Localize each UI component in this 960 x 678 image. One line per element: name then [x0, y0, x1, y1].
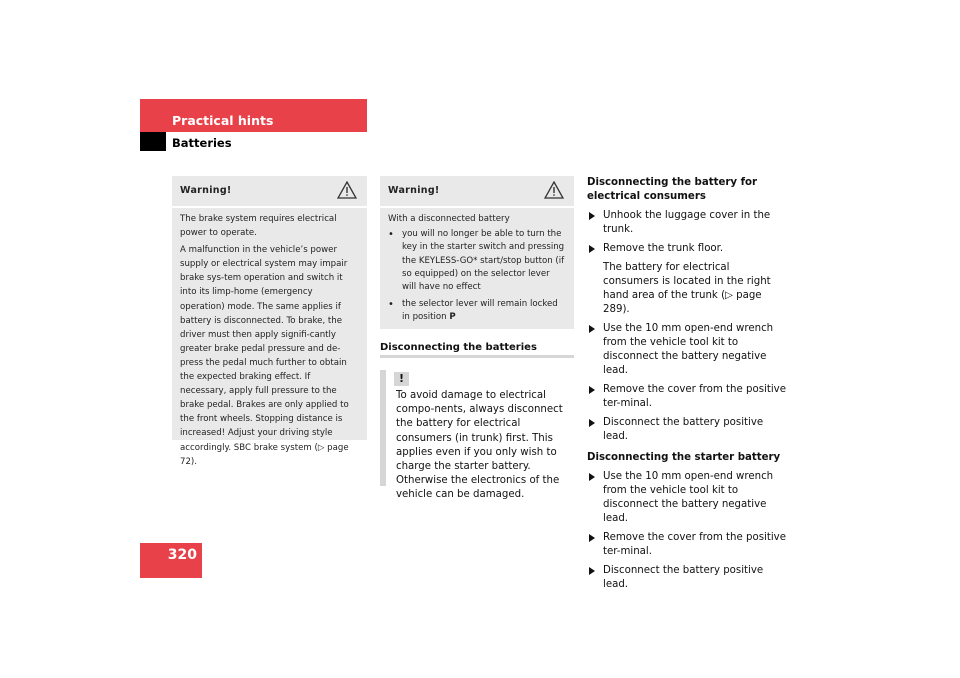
subheading-consumers: Disconnecting the battery for electrical consumers [587, 177, 758, 202]
note-text: To avoid damage to electrical compo-nents, always disconnect the battery for electrical consumers (in trunk) first. This applies even if you only wish to charge the starter battery. Otherwise the electronics of the vehicle can be damaged. [396, 390, 563, 501]
warning-title: Warning! [388, 185, 440, 196]
arrow-bullet-icon [589, 325, 595, 333]
step-text: Remove the cover from the positive ter-minal. [603, 532, 786, 557]
warning-box-brake [172, 176, 367, 467]
warning-header [172, 176, 367, 206]
step-text: Disconnect the battery positive lead. [603, 417, 764, 442]
step-item [587, 383, 787, 411]
warning-box-battery [380, 176, 574, 329]
warning-triangle-icon [544, 181, 564, 199]
arrow-bullet-icon [589, 567, 595, 575]
warning-bullet-list [388, 228, 566, 324]
arrow-bullet-icon [589, 473, 595, 481]
chapter-title: Practical hints [172, 113, 274, 128]
warning-bullet-text: the selector lever will remain locked in position [402, 299, 558, 323]
step-text: Unhook the luggage cover in the trunk. [603, 210, 771, 235]
warning-paragraph: A malfunction in the vehicle’s power supply or electrical system may impair brake sys-tem operation and switch it into its limp-home (emergency operation) mode. The same applies if battery is disconnected. To brake, the driver must then apply signifi-cantly greater brake pedal pressure and de-press the pedal much further to obtain the expected braking effect. If necessary, apply full pressure to the brake pedal. Brakes are only applied to the front wheels. Stopping distance is increased! Adjust your driving style accordingly. SBC brake system (▷ page 72). [180, 245, 349, 467]
step-text: Disconnect the battery positive lead. [603, 565, 764, 590]
step-item [587, 416, 787, 444]
warning-bullet-text: you will no longer be able to turn the key in the starter switch and pressing the KEYLESS-GO* start/stop button (if so equipped) on the selector lever will have no effect [402, 229, 565, 292]
warning-triangle-icon [337, 181, 357, 199]
step-item [587, 564, 787, 592]
page-number: 320 [167, 547, 197, 563]
warning-paragraph: The brake system requires electrical power to operate. [180, 214, 337, 239]
note-bar [380, 370, 386, 486]
warning-divider [380, 206, 574, 208]
warning-title: Warning! [180, 185, 232, 196]
note-exclamation-icon: ! [394, 372, 409, 386]
section-subtitle: Batteries [172, 136, 232, 150]
arrow-bullet-icon [589, 419, 595, 427]
page-number-box [140, 543, 202, 578]
step-item [587, 209, 787, 237]
selector-position: P [449, 312, 456, 323]
step-text: Use the 10 mm open-end wrench from the vehicle tool kit to disconnect the battery negative lead. [603, 471, 774, 524]
warning-bullet [388, 228, 566, 294]
step-text: Remove the cover from the positive ter-minal. [603, 384, 786, 409]
step-item [587, 531, 787, 559]
arrow-bullet-icon [589, 245, 595, 253]
arrow-bullet-icon [589, 212, 595, 220]
step-note: The battery for electrical consumers is located in the right hand area of the trunk (▷ page 289). [603, 262, 771, 315]
step-text: Use the 10 mm open-end wrench from the vehicle tool kit to disconnect the battery negative lead. [603, 323, 774, 376]
section-heading: Disconnecting the batteries [380, 342, 537, 353]
step-item [587, 242, 787, 256]
warning-bullet [388, 298, 566, 324]
section-rule [380, 355, 574, 358]
header-marker [140, 132, 166, 151]
warning-body [180, 212, 359, 472]
warning-intro: With a disconnected battery [388, 214, 510, 224]
warning-divider [172, 206, 367, 208]
arrow-bullet-icon [589, 534, 595, 542]
instructions-column [587, 176, 787, 592]
arrow-bullet-icon [589, 386, 595, 394]
step-item [587, 322, 787, 378]
warning-body [388, 212, 566, 329]
step-item [587, 470, 787, 526]
subheading-starter: Disconnecting the starter battery [587, 452, 781, 463]
warning-header [380, 176, 574, 206]
step-text: Remove the trunk floor. [603, 243, 724, 254]
